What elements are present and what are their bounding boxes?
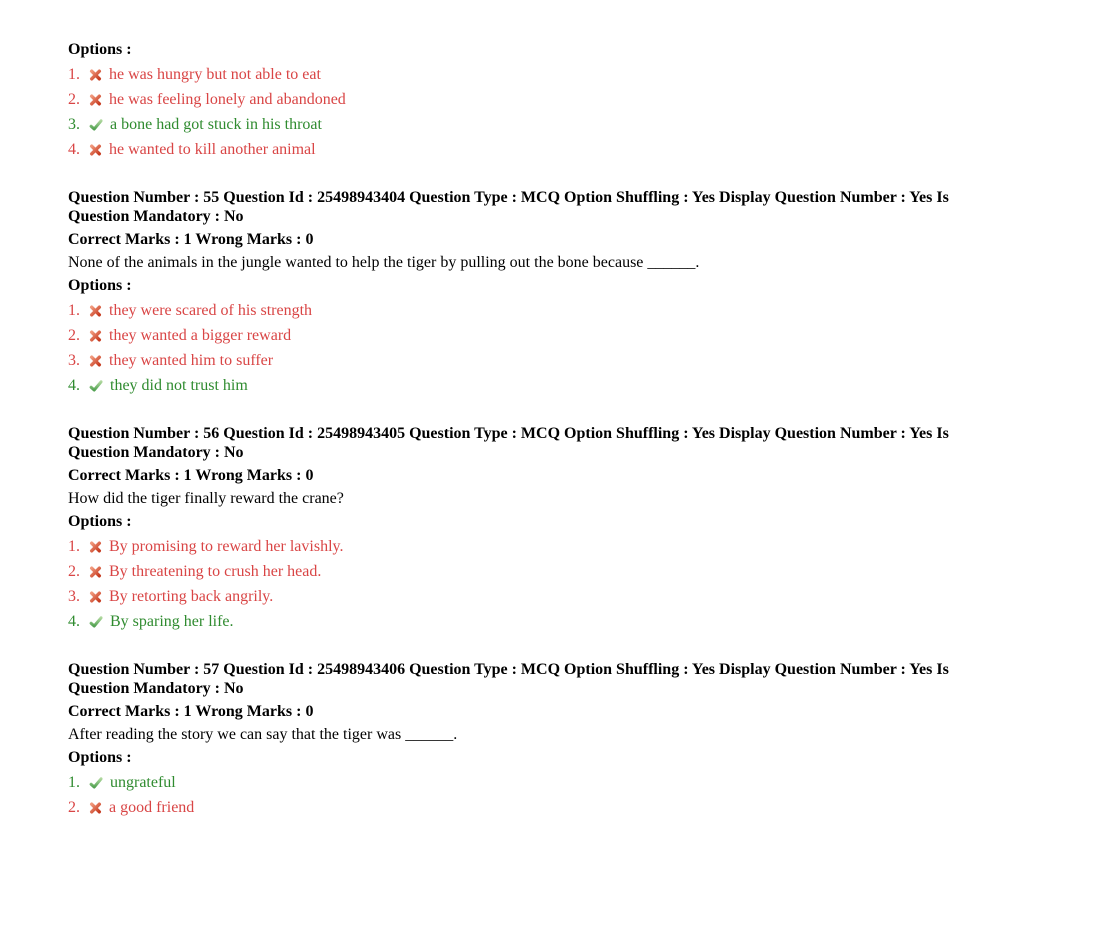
option-row <box>68 612 1003 631</box>
cross-icon <box>89 94 102 106</box>
option-number: 4. <box>68 140 80 158</box>
option-number: 2. <box>68 562 80 580</box>
cross-icon <box>89 355 102 367</box>
option-number: 1. <box>68 65 80 83</box>
option-text: he wanted to kill another animal <box>109 140 316 158</box>
option-text: they wanted him to suffer <box>109 351 274 369</box>
option-number: 2. <box>68 798 80 816</box>
option-row <box>68 798 1003 817</box>
check-icon <box>89 616 103 628</box>
cross-icon <box>89 591 102 603</box>
question-marks: Correct Marks : 1 Wrong Marks : 0 <box>68 231 314 248</box>
option-row <box>68 65 1003 84</box>
options-heading: Options : <box>68 749 132 766</box>
option-text: they wanted a bigger reward <box>109 326 292 344</box>
option-text: he was feeling lonely and abandoned <box>109 90 346 108</box>
option-text: By promising to reward her lavishly. <box>109 537 344 555</box>
check-icon <box>89 380 103 392</box>
option-number: 2. <box>68 326 80 344</box>
option-number: 2. <box>68 90 80 108</box>
option-text: they did not trust him <box>110 376 248 394</box>
question-text: None of the animals in the jungle wanted to help the tiger by pulling out the bone because ______. <box>68 254 700 271</box>
option-row <box>68 351 1003 370</box>
check-icon <box>89 777 103 789</box>
options-heading: Options : <box>68 513 132 530</box>
option-row <box>68 326 1003 345</box>
option-row <box>68 773 1003 792</box>
option-text: By sparing her life. <box>110 612 234 630</box>
option-row <box>68 587 1003 606</box>
option-number: 4. <box>68 612 80 630</box>
question-block <box>68 660 1003 817</box>
option-row <box>68 115 1003 134</box>
option-number: 3. <box>68 115 80 133</box>
option-row <box>68 376 1003 395</box>
option-text: By retorting back angrily. <box>109 587 274 605</box>
option-number: 1. <box>68 301 80 319</box>
option-row <box>68 562 1003 581</box>
option-number: 3. <box>68 587 80 605</box>
check-icon <box>89 119 103 131</box>
option-text: By threatening to crush her head. <box>109 562 322 580</box>
option-number: 1. <box>68 537 80 555</box>
option-number: 4. <box>68 376 80 394</box>
cross-icon <box>89 69 102 81</box>
question-marks: Correct Marks : 1 Wrong Marks : 0 <box>68 703 314 720</box>
option-row <box>68 537 1003 556</box>
option-text: ungrateful <box>110 773 176 791</box>
question-header: Question Number : 55 Question Id : 25498943404 Question Type : MCQ Option Shuffling : Yes Display Question Number : Yes Is Question Mandatory : No <box>68 189 949 225</box>
option-row <box>68 90 1003 109</box>
cross-icon <box>89 541 102 553</box>
option-text: a bone had got stuck in his throat <box>110 115 322 133</box>
question-block <box>68 40 1003 159</box>
question-marks: Correct Marks : 1 Wrong Marks : 0 <box>68 467 314 484</box>
option-text: he was hungry but not able to eat <box>109 65 321 83</box>
option-text: they were scared of his strength <box>109 301 313 319</box>
cross-icon <box>89 305 102 317</box>
options-heading: Options : <box>68 41 132 58</box>
question-text: After reading the story we can say that the tiger was ______. <box>68 726 458 743</box>
question-text: How did the tiger finally reward the crane? <box>68 490 344 507</box>
question-header: Question Number : 57 Question Id : 25498943406 Question Type : MCQ Option Shuffling : Yes Display Question Number : Yes Is Question Mandatory : No <box>68 661 949 697</box>
cross-icon <box>89 330 102 342</box>
option-text: a good friend <box>109 798 195 816</box>
question-header: Question Number : 56 Question Id : 25498943405 Question Type : MCQ Option Shuffling : Yes Display Question Number : Yes Is Question Mandatory : No <box>68 425 949 461</box>
cross-icon <box>89 566 102 578</box>
cross-icon <box>89 144 102 156</box>
option-number: 3. <box>68 351 80 369</box>
option-row <box>68 140 1003 159</box>
question-block <box>68 188 1003 395</box>
question-block <box>68 424 1003 631</box>
options-heading: Options : <box>68 277 132 294</box>
cross-icon <box>89 802 102 814</box>
option-row <box>68 301 1003 320</box>
option-number: 1. <box>68 773 80 791</box>
